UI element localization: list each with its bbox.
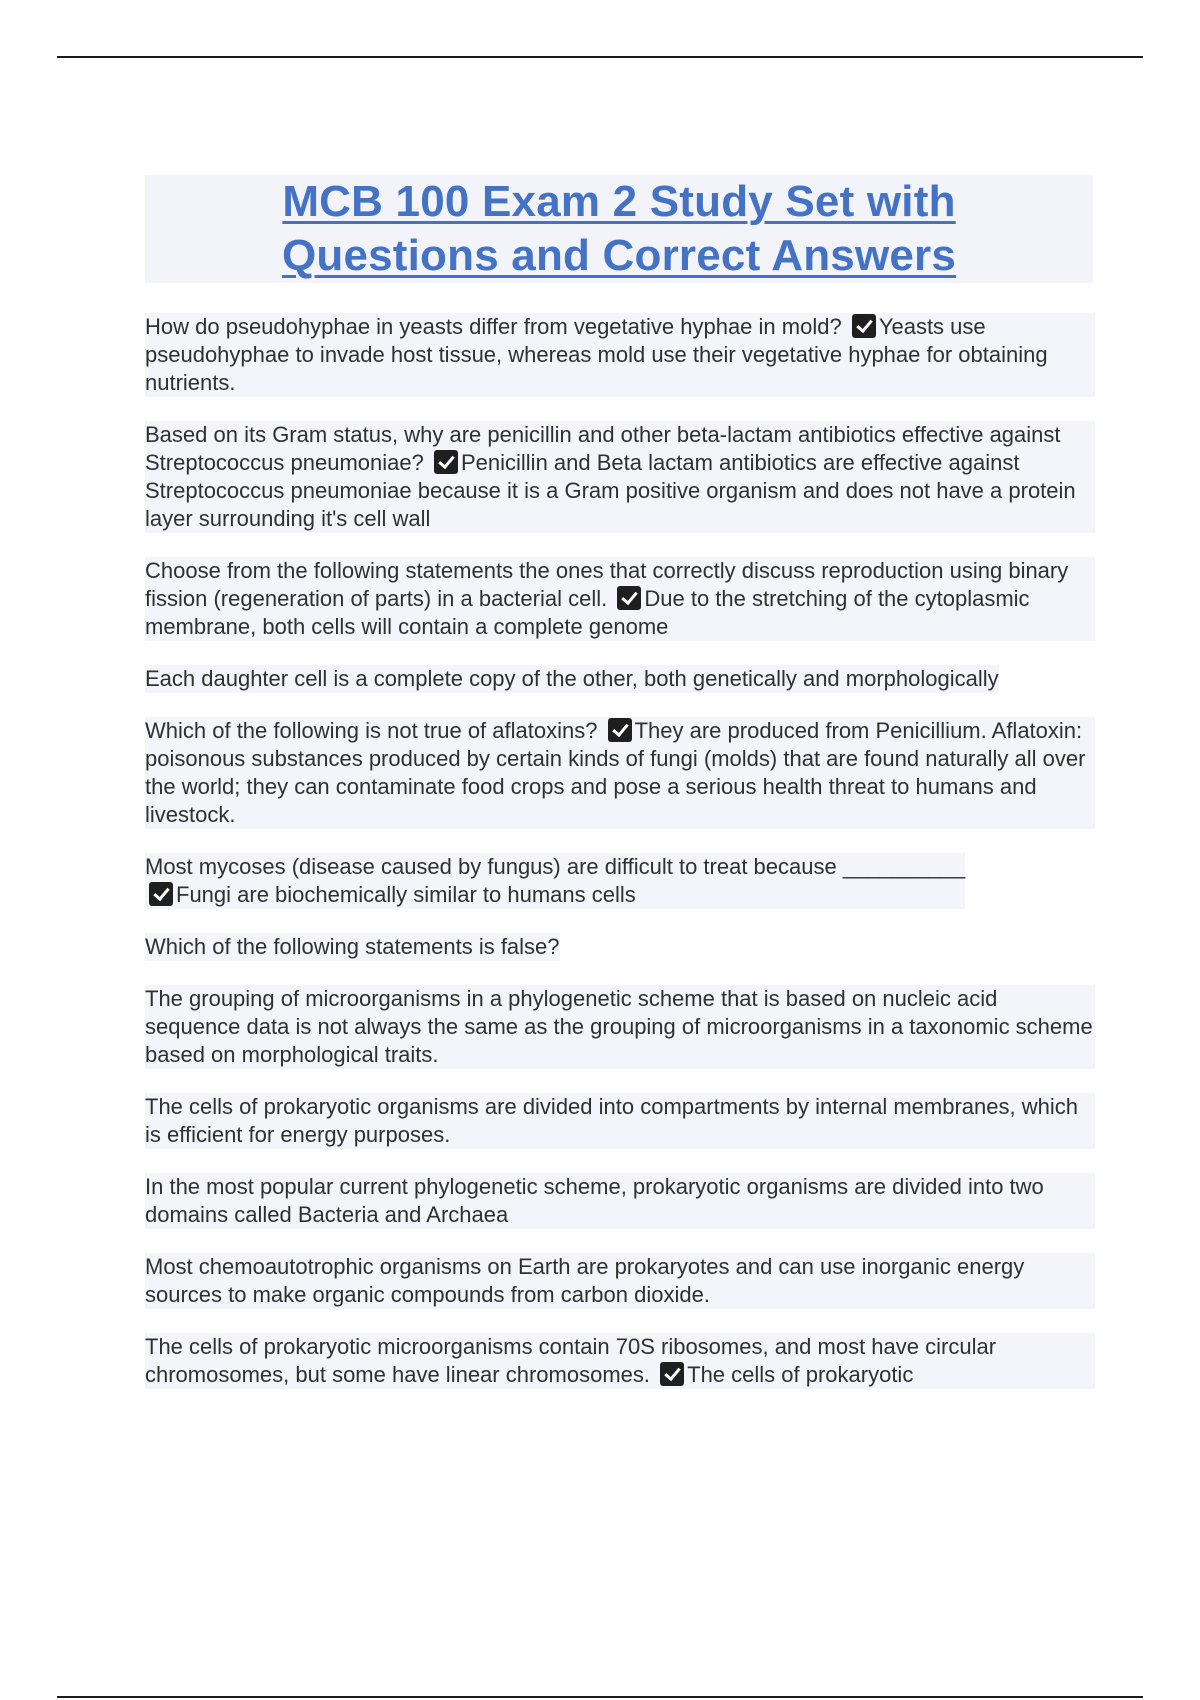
check-box-icon — [617, 586, 641, 610]
qa-item — [145, 717, 1095, 829]
qa-item — [145, 557, 1095, 641]
text-item: In the most popular current phylogenetic scheme, prokaryotic organisms are divided into two domains called Bacteria and Archaea — [145, 1173, 1095, 1229]
check-box-icon — [608, 718, 632, 742]
answer-text: Penicillin and Beta lactam antibiotics are effective against Streptococcus pneumoniae because it is a Gram positive organism and does not have a protein layer surrounding it's cell wall — [145, 450, 1076, 531]
title-line-1: MCB 100 Exam 2 Study Set with — [282, 177, 956, 226]
qa-item — [145, 313, 1095, 397]
answer-text: Due to the stretching of the cytoplasmic membrane, both cells will contain a complete genome — [145, 586, 1030, 639]
text-item: The grouping of microorganisms in a phylogenetic scheme that is based on nucleic acid sequence data is not always the same as the grouping of microorganisms in a taxonomic scheme based on morphological traits. — [145, 985, 1095, 1069]
question-text: The cells of prokaryotic microorganisms contain 70S ribosomes, and most have circular chromosomes, but some have linear chromosomes. — [145, 1334, 997, 1387]
question-text: Choose from the following statements the ones that correctly discuss reproduction using binary fission (regeneration of parts) in a bacterial cell. — [145, 558, 1069, 611]
study-content — [145, 313, 1095, 1413]
question-text: Most mycoses (disease caused by fungus) are difficult to treat because __________ — [145, 854, 966, 879]
check-box-icon — [149, 882, 173, 906]
qa-item — [145, 421, 1095, 533]
answer-text: The cells of prokaryotic — [687, 1362, 914, 1387]
qa-item — [145, 1333, 1095, 1389]
page-title — [282, 175, 956, 283]
top-rule — [57, 56, 1143, 58]
answer-text: Yeasts use pseudohyphae to invade host tissue, whereas mold use their vegetative hyphae for obtaining nutrients. — [145, 314, 1048, 395]
check-box-icon — [660, 1362, 684, 1386]
title-line-2: Questions and Correct Answers — [281, 231, 957, 280]
title-band — [145, 175, 1093, 283]
answer-text: Fungi are biochemically similar to humans cells — [176, 882, 636, 907]
check-box-icon — [852, 314, 876, 338]
text-item: Each daughter cell is a complete copy of the other, both genetically and morphologically — [145, 666, 999, 691]
text-item: Which of the following statements is false? — [145, 934, 560, 959]
text-item: The cells of prokaryotic organisms are divided into compartments by internal membranes, which is efficient for energy purposes. — [145, 1093, 1095, 1149]
question-text: Which of the following is not true of aflatoxins? — [145, 718, 598, 743]
answer-text: They are produced from Penicillium. Aflatoxin: poisonous substances produced by certain kinds of fungi (molds) that are found naturally all over the world; they can contaminate food crops and pose a serious health threat to humans and livestock. — [145, 718, 1086, 827]
text-item: Most chemoautotrophic organisms on Earth are prokaryotes and can use inorganic energy sources to make organic compounds from carbon dioxide. — [145, 1253, 1095, 1309]
bottom-rule — [57, 1696, 1143, 1698]
check-box-icon — [434, 450, 458, 474]
qa-item — [145, 853, 965, 909]
question-text: Based on its Gram status, why are penicillin and other beta-lactam antibiotics effective against Streptococcus pneumoniae? — [145, 422, 1061, 475]
question-text: How do pseudohyphae in yeasts differ from vegetative hyphae in mold? — [145, 314, 842, 339]
